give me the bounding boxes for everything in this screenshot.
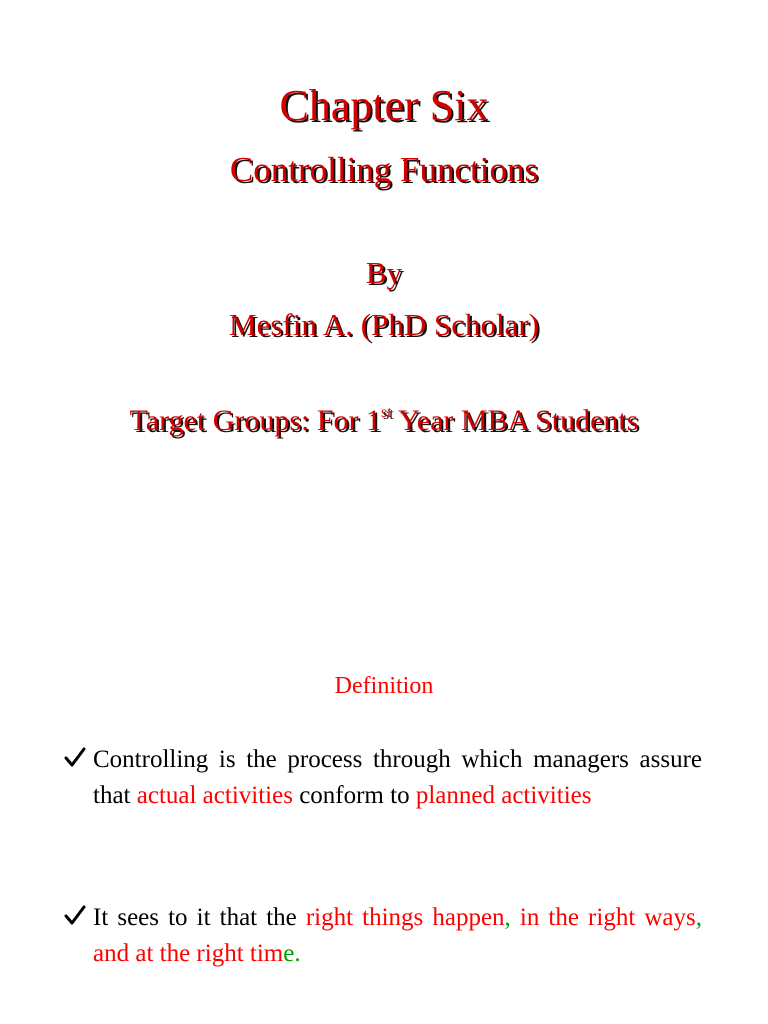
by-label: By [365, 255, 403, 290]
bullet-1-part-1: Controlling is the process through which managers assure that [93, 746, 702, 809]
target-superscript: st [381, 404, 392, 421]
bullet-2-part-2: right things happen [305, 904, 505, 931]
bullet-2-part-1: It sees to it that the [93, 904, 306, 931]
chapter-subtitle: Controlling Functions [229, 150, 539, 189]
check-icon [62, 744, 88, 770]
author-name: Mesfin A. (PhD Scholar) [229, 307, 539, 342]
bullet-1-part-4: planned activities [415, 782, 592, 809]
bullet-2-part-7: e. [283, 940, 301, 967]
target-suffix: Year MBA Students [391, 404, 639, 437]
bullet-item [62, 742, 702, 814]
bullet-2-part-5: , [695, 904, 702, 931]
bullet-text [93, 742, 702, 814]
bullet-item [62, 900, 702, 972]
bullet-2-part-6: and at the right tim [93, 940, 284, 967]
bullet-text [93, 900, 702, 972]
bullet-1-part-3: conform to [292, 782, 416, 809]
bullet-2-part-4: in the right ways [510, 904, 696, 931]
definition-heading: Definition [334, 673, 434, 699]
chapter-title: Chapter Six [279, 81, 489, 130]
bullet-2-part-3: , [504, 904, 511, 931]
check-icon [62, 902, 88, 928]
target-prefix: Target Groups: For 1 [129, 404, 382, 437]
target-groups [0, 400, 768, 442]
bullet-1-part-2: actual activities [136, 782, 293, 809]
